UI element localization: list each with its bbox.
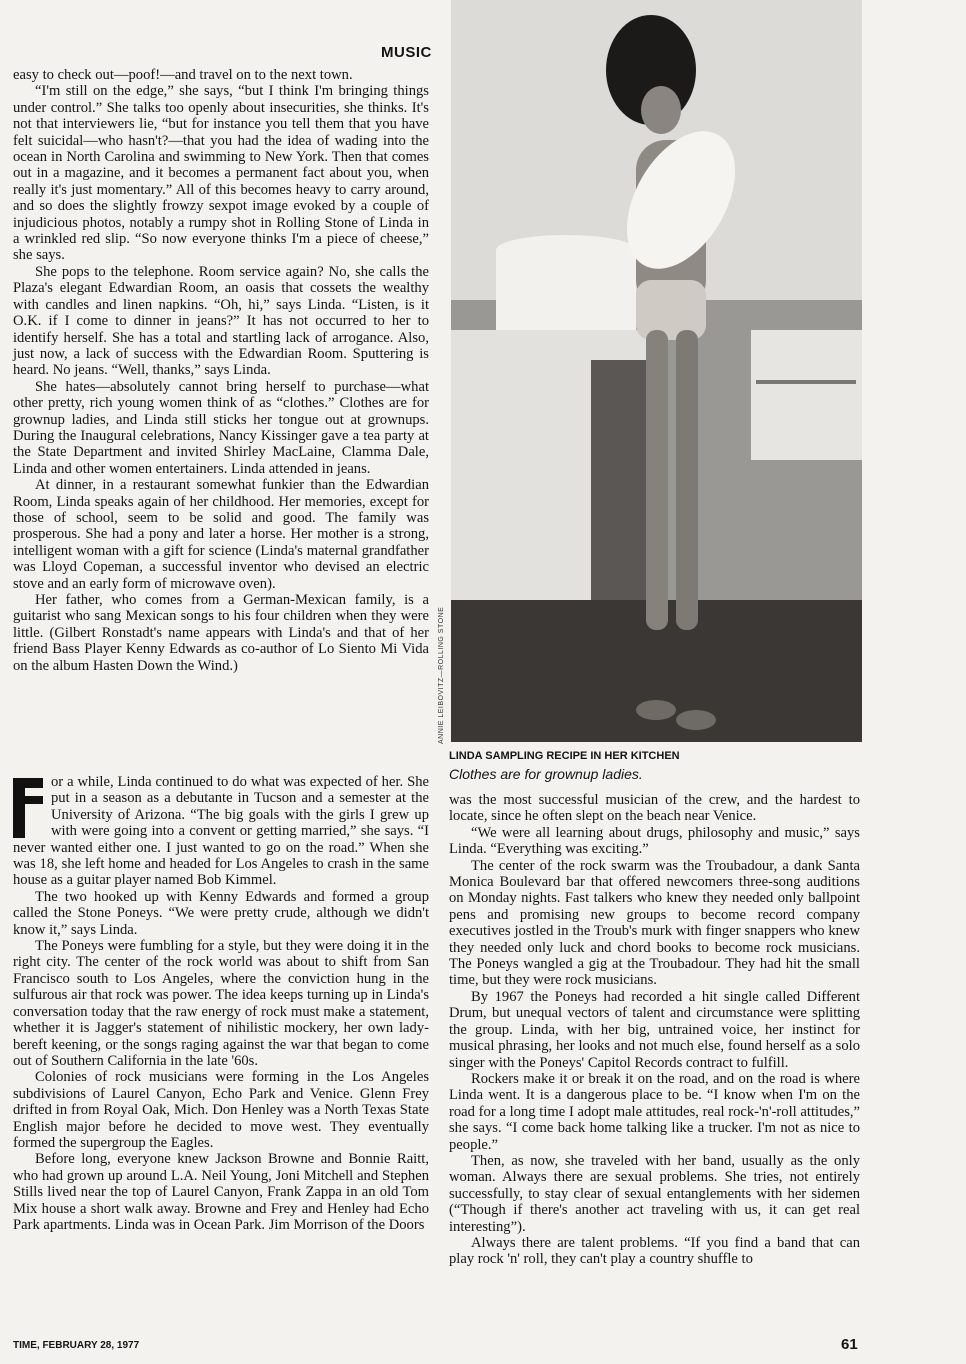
section-label: MUSIC: [381, 44, 432, 61]
paragraph: Before long, everyone knew Jackson Browne and Bonnie Raitt, who had grown up around L.A. Neil Young, Joni Mitchell and Stephen Stills lived near the top of Laurel Canyon, Frank Zappa in an old Tom Mix house a short walk away. Browne and Frey and Henley had Echo Park apartments. Linda was in Ocean Park. Jim Morrison of the Doors: [13, 1151, 429, 1233]
paragraph: The Poneys were fumbling for a style, but they were doing it in the right city. The center of the rock world was about to shift from San Francisco south to Los Angeles, where the conviction hung in the sulfurous air that rock was power. The idea keeps turning up in Linda's conversation today that the raw energy of rock must make a statement, whether it is Jagger's statement of nihilistic mockery, her own lady-bereft keening, or the songs raging against the war that began to come out of Southern California in the late '60s.: [13, 938, 429, 1069]
paragraph-text: or a while, Linda continued to do what was expected of her. She put in a season as a debutante in Tucson and a semester at the University of Arizona. “The big goals with the girls I grew up with were going into a convent or getting married,” she says. “I never wanted either one. I just wanted to go on the road.” When she was 18, she left home and headed for Los Angeles to crash in the same house as a guitar player named Bob Kimmel.: [13, 774, 429, 889]
paragraph: was the most successful musician of the crew, and the hardest to locate, since he often slept on the beach near Venice.: [449, 792, 860, 825]
page-number: 61: [841, 1336, 858, 1353]
dropcap-f-icon: [13, 778, 43, 838]
paragraph: “I'm still on the edge,” she says, “but I think I'm bringing things under control.” She talks too openly about insecurities, she thinks. It's not that interviewers lie, “but for instance you tell them that you have felt suicidal—who hasn't?—that you had the idea of wading into the ocean in North Carolina and swimming to New York. Then that comes out in a magazine, and it becomes a permanent fact about you, when really it's just momentary.” All of this becomes heavy to carry around, and so does the slightly frowzy sexpot image evoked by a couple of injudicious photos, notably a rumpy shot in Rolling Stone of Linda in a wrinkled red slip. “So now everyone thinks I'm a piece of cheese,” she says.: [13, 83, 429, 264]
photo-caption-subtitle: Clothes are for grownup ladies.: [449, 766, 643, 782]
paragraph: Always there are talent problems. “If you find a band that can play rock 'n' roll, they can't play a country shuffle to: [449, 1234, 860, 1268]
paragraph: Colonies of rock musicians were forming in the Los Angeles subdivisions of Laurel Canyon, Echo Park and Venice. Glenn Frey drifted in from Royal Oak, Mich. Don Henley was a North Texas State English major before he decided to move west. They eventually formed the supergroup the Eagles.: [13, 1069, 429, 1151]
paragraph: The center of the rock swarm was the Troubadour, a dank Santa Monica Boulevard bar that offered newcomers three-song auditions on Monday nights. Fast talkers who knew they needed only ballpoint pens and promising new groups to become record company executives jostled in the Troub's murk with finger snappers who knew they needed only luck and chord books to become rock musicians. The Poneys wangled a gig at the Troubadour. They had hit the small time, but they were rock musicians.: [449, 857, 860, 989]
article-column-left-bottom: [13, 774, 429, 1233]
paragraph-dropcap: [13, 774, 429, 889]
photo-caption-title: LINDA SAMPLING RECIPE IN HER KITCHEN: [449, 750, 680, 762]
paragraph: She hates—absolutely cannot bring herself to purchase—what other pretty, rich young women think of as “clothes.” Clothes are for grownup ladies, and Linda still sticks her tongue out at grownups. During the Inaugural celebrations, Nancy Kissinger gave a tea party at the State Department and invited Shirley MacLaine, Clamma Dale, Linda and other women entertainers. Linda attended in jeans.: [13, 378, 429, 477]
photo-credit: ANNIE LEIBOVITZ—ROLLING STONE: [438, 606, 445, 744]
paragraph: “We were all learning about drugs, philosophy and music,” says Linda. “Everything was exciting.”: [449, 824, 860, 858]
kitchen-photo: [451, 0, 862, 742]
paragraph: easy to check out—poof!—and travel on to the next town.: [13, 67, 353, 83]
paragraph: Rockers make it or break it on the road, and on the road is where Linda went. It is a dangerous place to be. “I know when I'm on the road for a long time I adopt male attitudes, real rock-'n'-roll attitudes,” she says. “I come back home talking like a trucker. I'm not as nice to people.”: [449, 1070, 860, 1153]
paragraph: At dinner, in a restaurant somewhat funkier than the Edwardian Room, Linda speaks again of her childhood. Her memories, except for those of school, seem to be solid and good. The family was prosperous. She had a pony and later a horse. Her mother is a strong, intelligent woman with a gift for science (Linda's maternal grandfather was Lloyd Copeman, a successful inventor who devised an electric stove and an early form of microwave oven).: [13, 477, 429, 592]
article-column-right: [449, 792, 860, 1268]
paragraph: The two hooked up with Kenny Edwards and formed a group called the Stone Poneys. “We were pretty crude, although we didn't know it,” says Linda.: [13, 888, 429, 938]
paragraph: Her father, who comes from a German-Mexican family, is a guitarist who sang Mexican songs to his four children when they were little. (Gilbert Ronstadt's name appears with Linda's and that of her friend Bass Player Kenny Edwards as co-author of Lo Siento Mi Vida on the album Hasten Down the Wind.): [13, 592, 429, 674]
footer-issue-date: TIME, FEBRUARY 28, 1977: [13, 1340, 140, 1351]
paragraph: She pops to the telephone. Room service again? No, she calls the Plaza's elegant Edwardian Room, an oasis that cossets the wealthy with candles and linen napkins. “Oh, hi,” says Linda. “Listen, is it O.K. if I come to dinner in jeans?” It has not occurred to her to identify herself. She has a total and startling lack of arrogance. Also, just now, a lack of success with the Edwardian Room. Sputtering is heard. No jeans. “Well, thanks,” says Linda.: [13, 263, 429, 379]
article-column-left-top: [13, 67, 429, 674]
kitchen-photo-illustration: [451, 0, 862, 742]
paragraph: Then, as now, she traveled with her band, usually as the only woman. Always there are sexual problems. She tries, not entirely successfully, to stay clear of sexual entanglements with her sidemen (“Though if there's another act traveling with us, it can get real interesting”).: [449, 1152, 860, 1235]
paragraph: By 1967 the Poneys had recorded a hit single called Different Drum, but unequal vectors of talent and circumstance were splitting the group. Linda, with her big, untrained voice, her instinct for musical phrasing, her looks and not much else, found herself as a solo singer with the Poneys' Capitol Records contract to fulfill.: [449, 988, 860, 1071]
